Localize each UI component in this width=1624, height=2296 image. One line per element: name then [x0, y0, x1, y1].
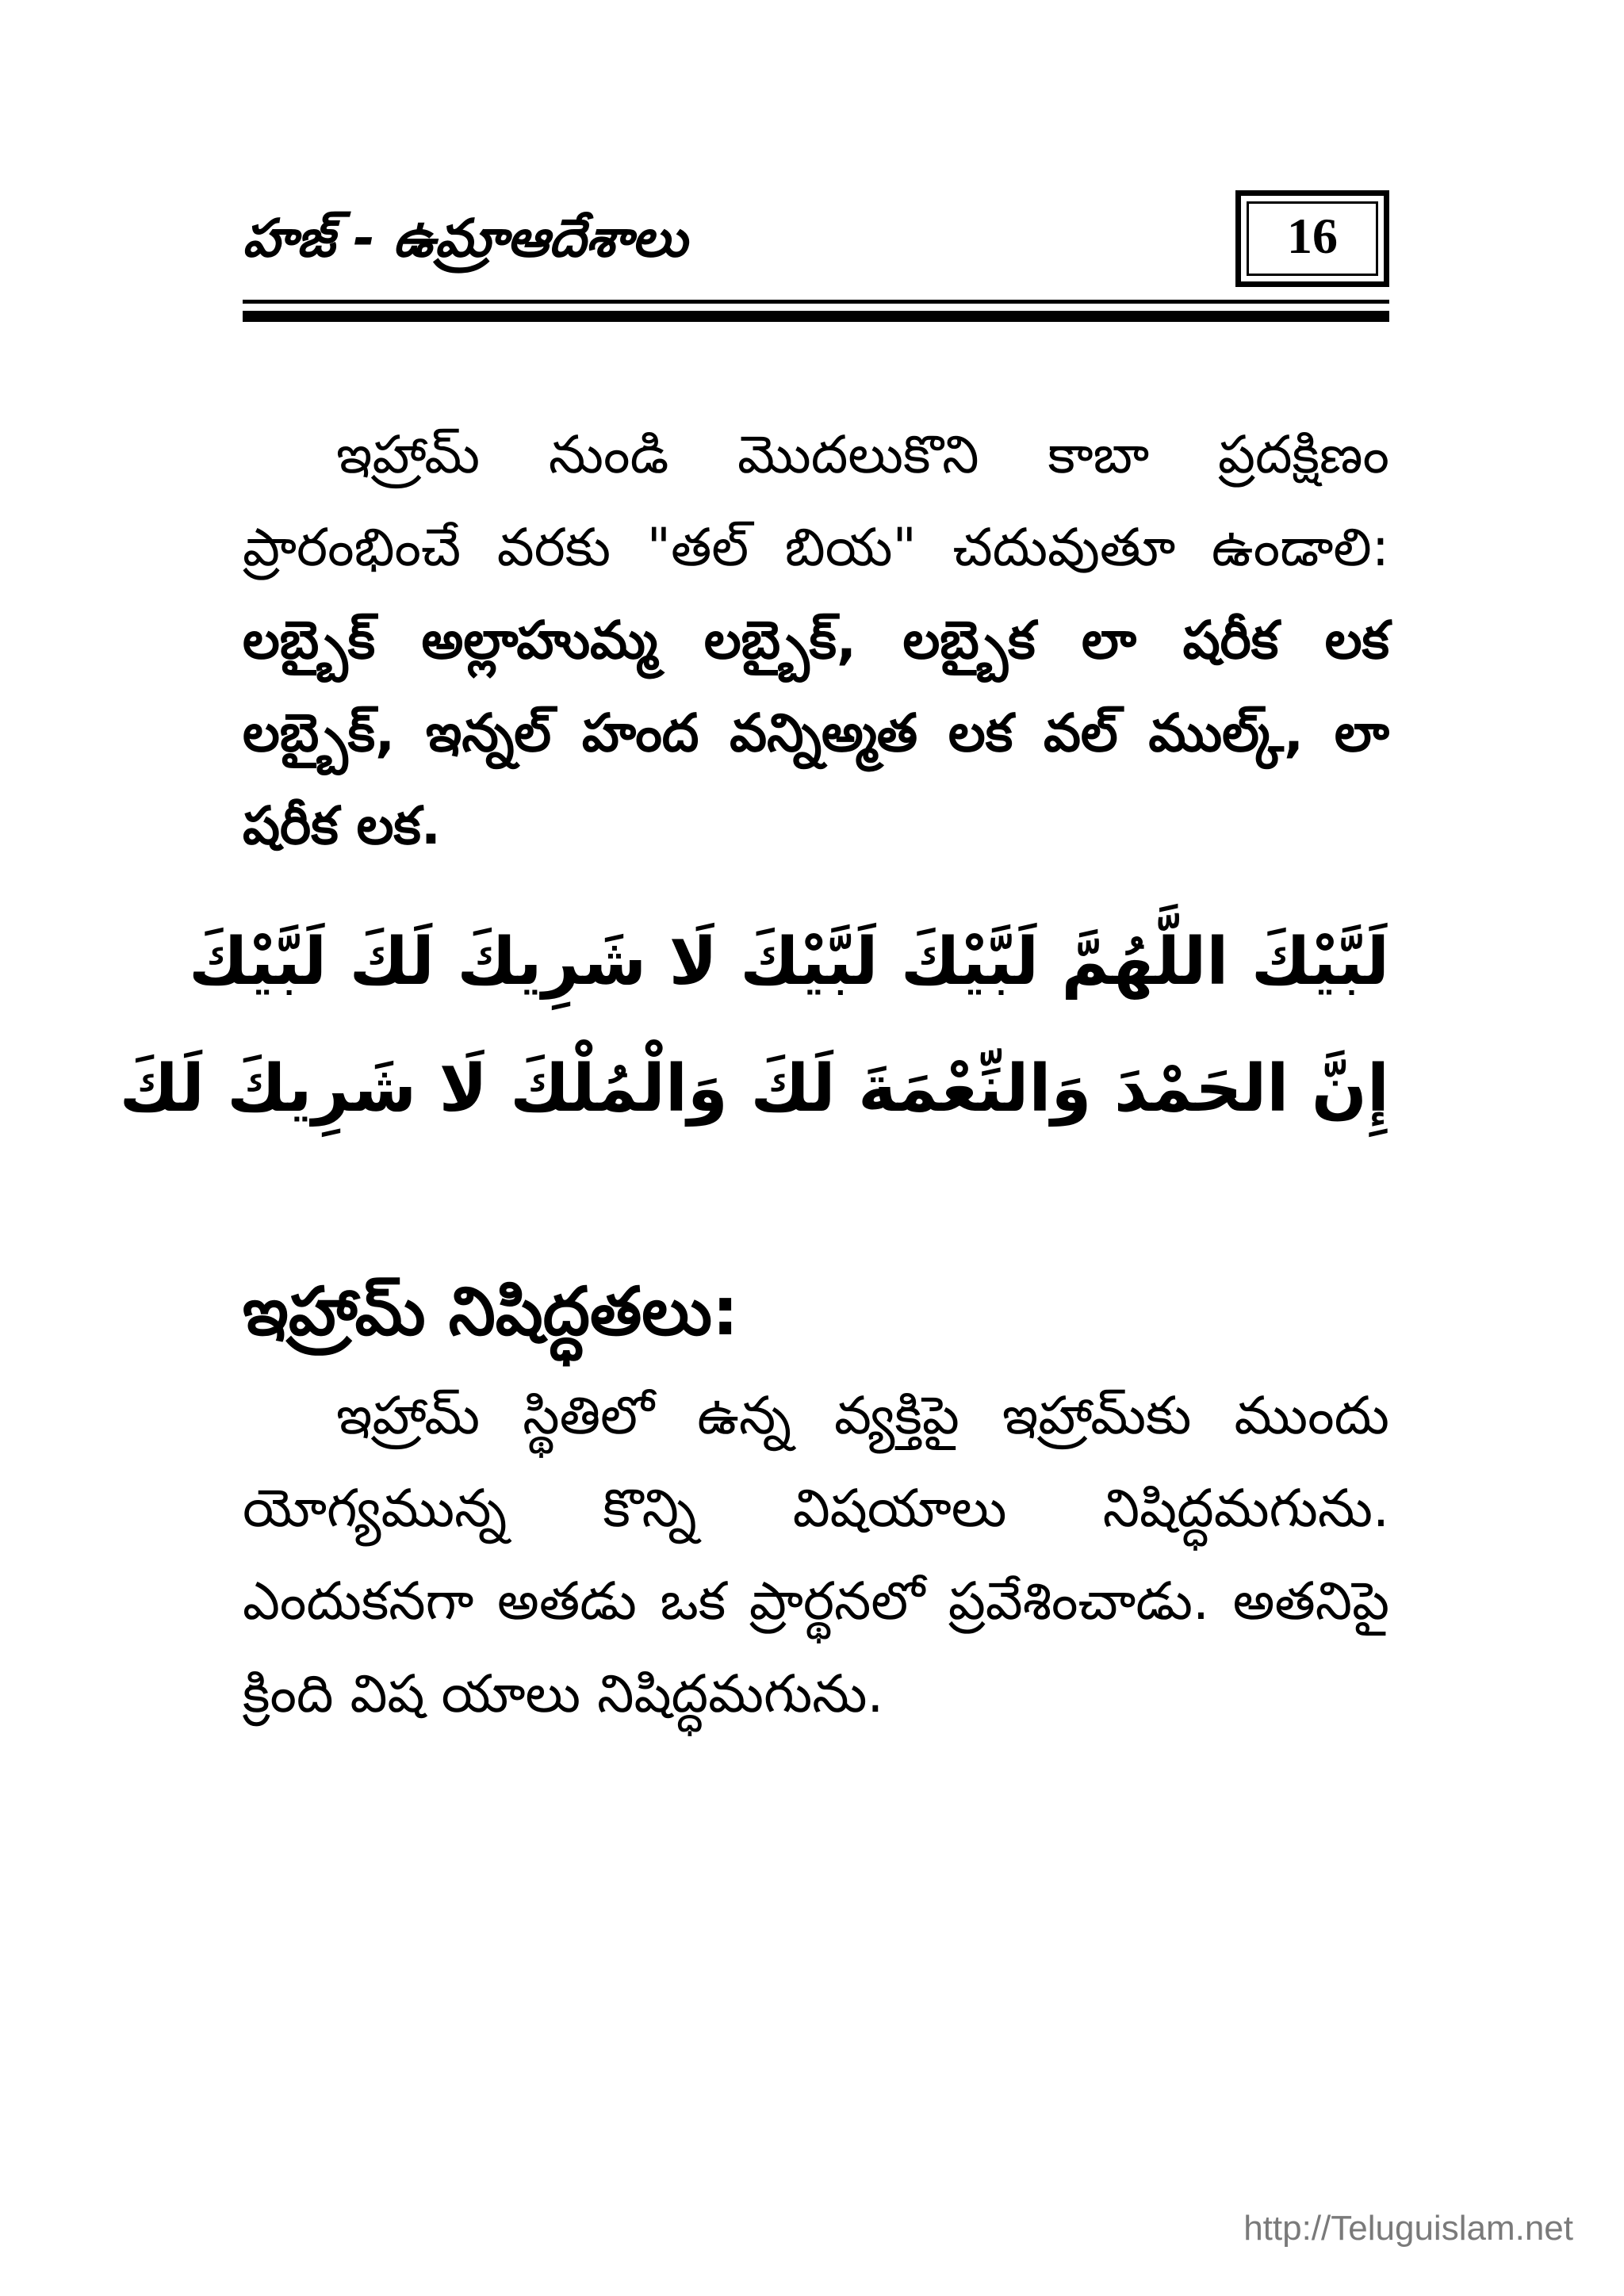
- header-rule-thin: [243, 300, 1389, 304]
- arabic-line-1: لَبَّيْكَ اللَّهُمَّ لَبَّيْكَ لَبَّيْكَ لَا شَرِيكَ لَكَ لَبَّيْكَ: [189, 924, 1389, 1000]
- page-header: [243, 190, 1389, 328]
- page-content: [119, 408, 1389, 1740]
- footer-url: http://Teluguislam.net: [1243, 2209, 1573, 2248]
- paragraph-prohibitions: ఇహ్రామ్ స్థితిలో ఉన్న వ్యక్తిపై ఇహ్రామ్‌కు ముందు యోగ్యమున్న కొన్ని విషయాలు నిషిద్ధమగును. ఎందుకనగా అతడు ఒక ప్రార్థనలో ప్రవేశించాడు. అతనిపై క్రింది విష యాలు నిషిద్ధమగును.: [243, 1385, 1389, 1724]
- section-heading: ఇహ్రామ్ నిషిద్ధతలు:: [243, 1272, 739, 1350]
- page-number-box: [1235, 190, 1389, 287]
- header-rule-thick: [243, 311, 1389, 322]
- arabic-talbiya: [119, 899, 1389, 1153]
- talbiya-transliteration: లబ్బైక్ అల్లాహుమ్మ లబ్బైక్, లబ్బైక లా షరీక లక లబ్బైక్, ఇన్నల్ హంద వన్నిఅ్మత లక వల్ ముల్క్, లా షరీక లక.: [243, 610, 1389, 856]
- intro-text: ఇహ్రామ్ నుండి మొదలుకొని కాబా ప్రదక్షిణం ప్రారంభించే వరకు "తల్ బియ" చదువుతూ ఉండాలి:: [243, 424, 1389, 578]
- arabic-line-2: إِنَّ الحَمْدَ وَالنِّعْمَةَ لَكَ وَالْمُلْكَ لَا شَرِيكَ لَكَ: [119, 1051, 1389, 1127]
- page-number: 16: [1287, 208, 1338, 264]
- paragraph-intro: [243, 408, 1389, 872]
- running-title: హజ్ - ఉమ్రాఆదేశాలు: [243, 208, 688, 269]
